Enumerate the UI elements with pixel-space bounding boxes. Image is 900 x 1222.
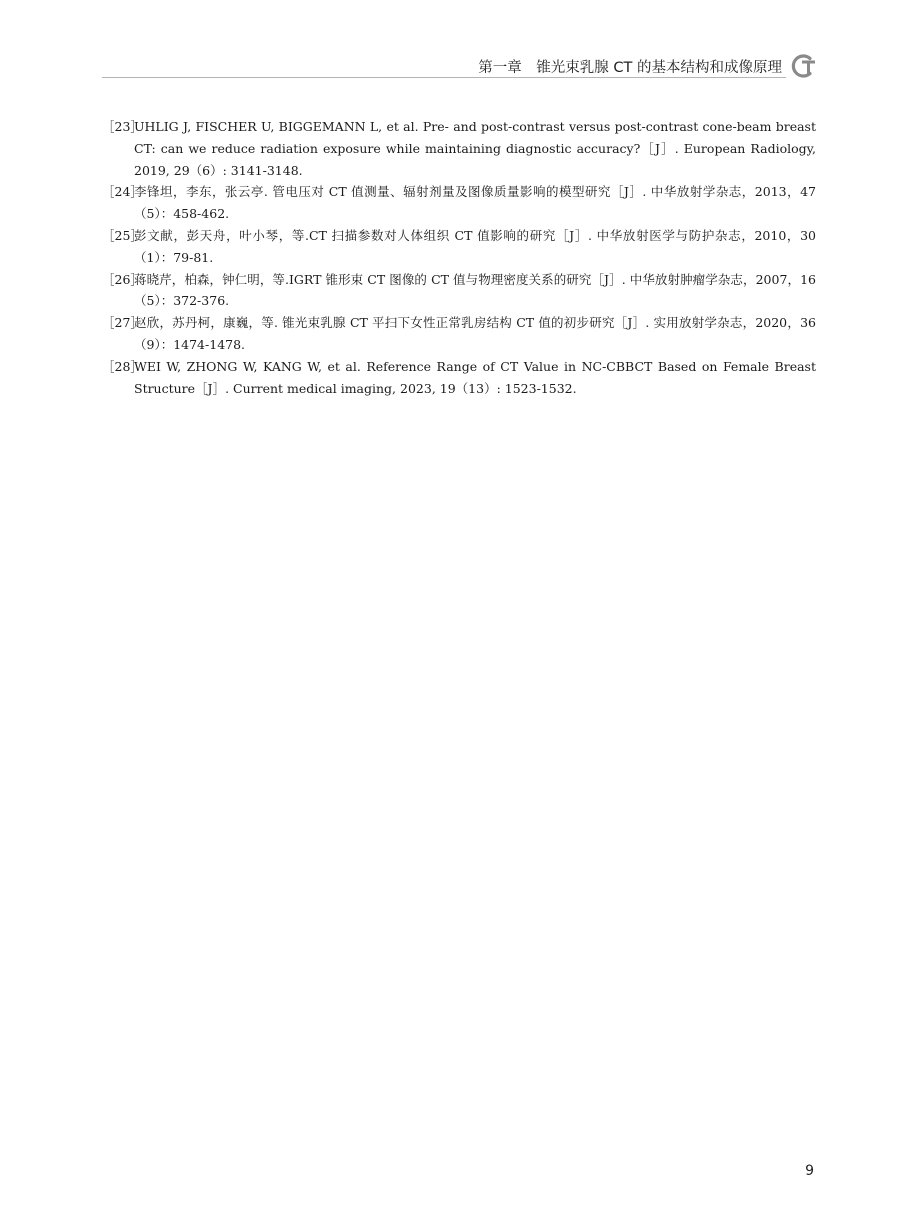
reference-number: ［25］ [102,227,143,243]
running-header [102,52,816,78]
reference-item [102,225,816,269]
reference-number: ［28］ [102,358,143,374]
reference-text: 彭文献，彭天舟，叶小琴，等.CT 扫描参数对人体组织 CT 值影响的研究［J］. 中华放射医学与防护杂志，2010，30（1）：79-81. [134,227,816,265]
reference-text: 蒋晓芹，柏森，钟仁明，等.IGRT 锥形束 CT 图像的 CT 值与物理密度关系的研究［J］. 中华放射肿瘤学杂志，2007，16（5）：372-376. [134,271,816,309]
reference-list [102,116,816,399]
reference-item [102,181,816,225]
reference-number: ［26］ [102,271,143,287]
reference-item [102,269,816,313]
reference-number: ［23］ [102,119,143,134]
header-divider [102,77,786,78]
chapter-title: 第一章 锥光束乳腺 CT 的基本结构和成像原理 [478,60,782,76]
page-number: 9 [805,1163,814,1179]
reference-item [102,116,816,181]
reference-text: UHLIG J, FISCHER U, BIGGEMANN L, et al. Pre- and post-contrast versus post-contrast cone-beam breast CT: can we reduce radiation exposure while maintaining diagnostic accuracy?［J］. European Radiology, 2019, 29（6）: 3141-3148. [134,119,816,178]
reference-number: ［27］ [102,315,143,331]
reference-text: WEI W, ZHONG W, KANG W, et al. Reference Range of CT Value in NC-CBBCT Based on Female Breast Structure［J］. Current medical imaging, 2023, 19（13）: 1523-1532. [134,358,816,396]
reference-item [102,312,816,356]
ct-logo-icon [788,51,818,81]
reference-item [102,356,816,400]
reference-text: 李锋坦，李东，张云亭. 管电压对 CT 值测量、辐射剂量及图像质量影响的模型研究［J］. 中华放射学杂志，2013，47（5）：458-462. [134,184,816,222]
reference-text: 赵欣，苏丹柯，康巍，等. 锥光束乳腺 CT 平扫下女性正常乳房结构 CT 值的初步研究［J］. 实用放射学杂志，2020，36（9）：1474-1478. [134,315,816,352]
reference-number: ［24］ [102,184,143,200]
